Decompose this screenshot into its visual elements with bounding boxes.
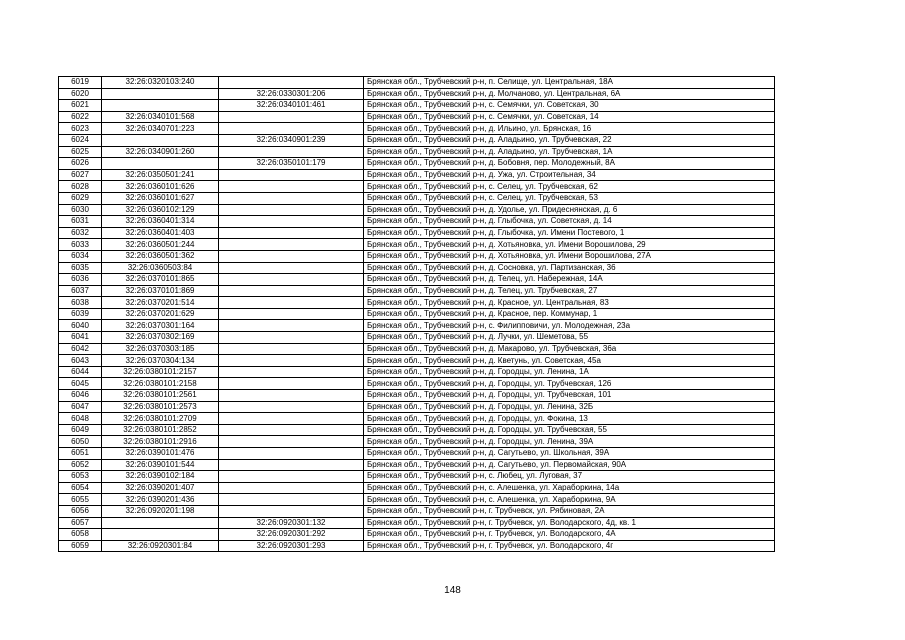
cadastral-number-alt-cell [219, 274, 364, 286]
cadastral-number-cell: 32:26:0380101:2916 [102, 436, 219, 448]
cadastral-number-cell: 32:26:0360501:244 [102, 239, 219, 251]
cadastral-number-alt-cell [219, 471, 364, 483]
cadastral-number-alt-cell [219, 366, 364, 378]
table-row [59, 77, 775, 89]
cadastral-number-alt-cell [219, 343, 364, 355]
row-number-cell: 6056 [59, 505, 102, 517]
table-row [59, 459, 775, 471]
cadastral-number-alt-cell [219, 505, 364, 517]
table-row [59, 204, 775, 216]
table-row [59, 390, 775, 402]
table-row [59, 320, 775, 332]
cadastral-number-cell: 32:26:0370101:865 [102, 274, 219, 286]
table-row [59, 192, 775, 204]
row-number-cell: 6053 [59, 471, 102, 483]
table-row [59, 262, 775, 274]
table-row [59, 436, 775, 448]
cadastral-number-alt-cell [219, 146, 364, 158]
row-number-cell: 6052 [59, 459, 102, 471]
table-row [59, 494, 775, 506]
cadastral-number-alt-cell [219, 308, 364, 320]
row-number-cell: 6054 [59, 482, 102, 494]
address-cell: Брянская обл., Трубчевский р-н, д. Городцы, ул. Трубчевская, 101 [364, 390, 775, 402]
cadastral-number-cell: 32:26:0370302:169 [102, 332, 219, 344]
cadastral-number-cell: 32:26:0370201:514 [102, 297, 219, 309]
cadastral-number-alt-cell: 32:26:0920301:292 [219, 529, 364, 541]
cadastral-number-cell: 32:26:0370201:629 [102, 308, 219, 320]
cadastral-number-alt-cell [219, 111, 364, 123]
row-number-cell: 6026 [59, 158, 102, 170]
address-cell: Брянская обл., Трубчевский р-н, д. Городцы, ул. Трубчевская, 55 [364, 424, 775, 436]
row-number-cell: 6045 [59, 378, 102, 390]
cadastral-number-cell: 32:26:0390101:544 [102, 459, 219, 471]
page-number: 148 [444, 585, 461, 596]
registry-table-body [59, 77, 775, 552]
table-row [59, 471, 775, 483]
cadastral-number-cell: 32:26:0380101:2852 [102, 424, 219, 436]
cadastral-number-cell: 32:26:0390201:436 [102, 494, 219, 506]
cadastral-number-alt-cell [219, 390, 364, 402]
cadastral-number-cell: 32:26:0920301:84 [102, 540, 219, 552]
address-cell: Брянская обл., Трубчевский р-н, г. Трубчевск, ул. Рябиновая, 2А [364, 505, 775, 517]
cadastral-number-alt-cell [219, 227, 364, 239]
address-cell: Брянская обл., Трубчевский р-н, д. Хотьяновка, ул. Имени Ворошилова, 29 [364, 239, 775, 251]
cadastral-number-cell: 32:26:0340901:260 [102, 146, 219, 158]
address-cell: Брянская обл., Трубчевский р-н, д. Макарово, ул. Трубчевская, 36а [364, 343, 775, 355]
cadastral-number-cell [102, 88, 219, 100]
cadastral-number-alt-cell [219, 424, 364, 436]
address-cell: Брянская обл., Трубчевский р-н, д. Удолье, ул. Придеснянская, д. 6 [364, 204, 775, 216]
cadastral-number-alt-cell [219, 378, 364, 390]
table-row [59, 285, 775, 297]
address-cell: Брянская обл., Трубчевский р-н, д. Городцы, ул. Трубчевская, 126 [364, 378, 775, 390]
row-number-cell: 6044 [59, 366, 102, 378]
cadastral-number-cell: 32:26:0390102:184 [102, 471, 219, 483]
cadastral-number-cell: 32:26:0370301:164 [102, 320, 219, 332]
table-row [59, 540, 775, 552]
cadastral-number-alt-cell [219, 413, 364, 425]
cadastral-number-alt-cell: 32:26:0920301:293 [219, 540, 364, 552]
address-cell: Брянская обл., Трубчевский р-н, с. Филипповичи, ул. Молодежная, 23а [364, 320, 775, 332]
row-number-cell: 6043 [59, 355, 102, 367]
table-row [59, 343, 775, 355]
row-number-cell: 6059 [59, 540, 102, 552]
cadastral-number-alt-cell [219, 459, 364, 471]
cadastral-number-alt-cell: 32:26:0330301:206 [219, 88, 364, 100]
cadastral-number-alt-cell [219, 192, 364, 204]
cadastral-number-alt-cell: 32:26:0340901:239 [219, 134, 364, 146]
row-number-cell: 6027 [59, 169, 102, 181]
address-cell: Брянская обл., Трубчевский р-н, д. Глыбочка, ул. Советская, д. 14 [364, 216, 775, 228]
cadastral-number-cell: 32:26:0370101:869 [102, 285, 219, 297]
address-cell: Брянская обл., Трубчевский р-н, д. Кветунь, ул. Советская, 45а [364, 355, 775, 367]
cadastral-number-cell: 32:26:0390201:407 [102, 482, 219, 494]
cadastral-number-cell: 32:26:0360102:129 [102, 204, 219, 216]
row-number-cell: 6020 [59, 88, 102, 100]
row-number-cell: 6021 [59, 100, 102, 112]
address-cell: Брянская обл., Трубчевский р-н, г. Трубчевск, ул. Володарского, 4д, кв. 1 [364, 517, 775, 529]
address-cell: Брянская обл., Трубчевский р-н, с. Селец, ул. Трубчевская, 53 [364, 192, 775, 204]
table-row [59, 181, 775, 193]
table-row [59, 146, 775, 158]
cadastral-number-alt-cell [219, 436, 364, 448]
cadastral-number-alt-cell [219, 77, 364, 89]
address-cell: Брянская обл., Трубчевский р-н, д. Молчаново, ул. Центральная, 6А [364, 88, 775, 100]
row-number-cell: 6048 [59, 413, 102, 425]
row-number-cell: 6039 [59, 308, 102, 320]
address-cell: Брянская обл., Трубчевский р-н, д. Телец, ул. Трубчевская, 27 [364, 285, 775, 297]
address-cell: Брянская обл., Трубчевский р-н, д. Бобовня, пер. Молодежный, 8А [364, 158, 775, 170]
row-number-cell: 6023 [59, 123, 102, 135]
cadastral-number-cell: 32:26:0340101:568 [102, 111, 219, 123]
row-number-cell: 6025 [59, 146, 102, 158]
row-number-cell: 6057 [59, 517, 102, 529]
address-cell: Брянская обл., Трубчевский р-н, д. Сагутьево, ул. Школьная, 39А [364, 448, 775, 460]
row-number-cell: 6030 [59, 204, 102, 216]
address-cell: Брянская обл., Трубчевский р-н, с. Семячки, ул. Советская, 30 [364, 100, 775, 112]
cadastral-number-alt-cell [219, 285, 364, 297]
cadastral-number-cell: 32:26:0380101:2158 [102, 378, 219, 390]
cadastral-number-alt-cell [219, 297, 364, 309]
row-number-cell: 6051 [59, 448, 102, 460]
table-row [59, 505, 775, 517]
row-number-cell: 6028 [59, 181, 102, 193]
table-row [59, 332, 775, 344]
cadastral-number-cell: 32:26:0360501:362 [102, 250, 219, 262]
cadastral-number-cell: 32:26:0320103:240 [102, 77, 219, 89]
address-cell: Брянская обл., Трубчевский р-н, д. Красное, ул. Центральная, 83 [364, 297, 775, 309]
cadastral-number-alt-cell [219, 262, 364, 274]
cadastral-number-alt-cell [219, 320, 364, 332]
table-row [59, 158, 775, 170]
address-cell: Брянская обл., Трубчевский р-н, д. Городцы, ул. Фокина, 13 [364, 413, 775, 425]
row-number-cell: 6036 [59, 274, 102, 286]
registry-table [58, 76, 775, 552]
row-number-cell: 6047 [59, 401, 102, 413]
cadastral-number-alt-cell [219, 181, 364, 193]
table-row [59, 517, 775, 529]
address-cell: Брянская обл., Трубчевский р-н, с. Любец, ул. Луговая, 37 [364, 471, 775, 483]
cadastral-number-alt-cell [219, 216, 364, 228]
table-row [59, 111, 775, 123]
cadastral-number-alt-cell [219, 123, 364, 135]
row-number-cell: 6046 [59, 390, 102, 402]
table-row [59, 100, 775, 112]
cadastral-number-cell [102, 100, 219, 112]
table-row [59, 216, 775, 228]
cadastral-number-cell: 32:26:0370304:134 [102, 355, 219, 367]
table-row [59, 378, 775, 390]
row-number-cell: 6034 [59, 250, 102, 262]
cadastral-number-cell: 32:26:0920201:198 [102, 505, 219, 517]
table-row [59, 123, 775, 135]
row-number-cell: 6038 [59, 297, 102, 309]
table-row [59, 413, 775, 425]
address-cell: Брянская обл., Трубчевский р-н, д. Городцы, ул. Ленина, 32Б [364, 401, 775, 413]
row-number-cell: 6058 [59, 529, 102, 541]
table-row [59, 134, 775, 146]
table-row [59, 227, 775, 239]
row-number-cell: 6040 [59, 320, 102, 332]
cadastral-number-alt-cell [219, 401, 364, 413]
address-cell: Брянская обл., Трубчевский р-н, д. Аладьино, ул. Трубчевская, 1А [364, 146, 775, 158]
table-row [59, 529, 775, 541]
cadastral-number-alt-cell [219, 332, 364, 344]
address-cell: Брянская обл., Трубчевский р-н, д. Глыбочка, ул. Имени Постевого, 1 [364, 227, 775, 239]
cadastral-number-cell [102, 517, 219, 529]
row-number-cell: 6019 [59, 77, 102, 89]
row-number-cell: 6041 [59, 332, 102, 344]
cadastral-number-cell: 32:26:0350501:241 [102, 169, 219, 181]
address-cell: Брянская обл., Трубчевский р-н, д. Красное, пер. Коммунар, 1 [364, 308, 775, 320]
address-cell: Брянская обл., Трубчевский р-н, д. Сосновка, ул. Партизанская, 36 [364, 262, 775, 274]
row-number-cell: 6024 [59, 134, 102, 146]
cadastral-number-cell [102, 529, 219, 541]
cadastral-number-cell [102, 158, 219, 170]
address-cell: Брянская обл., Трубчевский р-н, г. Трубчевск, ул. Володарского, 4г [364, 540, 775, 552]
cadastral-number-alt-cell: 32:26:0340101:461 [219, 100, 364, 112]
cadastral-number-cell: 32:26:0380101:2573 [102, 401, 219, 413]
cadastral-number-alt-cell [219, 448, 364, 460]
row-number-cell: 6022 [59, 111, 102, 123]
row-number-cell: 6032 [59, 227, 102, 239]
cadastral-number-cell: 32:26:0360401:403 [102, 227, 219, 239]
cadastral-number-alt-cell [219, 239, 364, 251]
cadastral-number-alt-cell [219, 250, 364, 262]
cadastral-number-cell [102, 134, 219, 146]
cadastral-number-alt-cell: 32:26:0350101:179 [219, 158, 364, 170]
cadastral-number-cell: 32:26:0360101:627 [102, 192, 219, 204]
row-number-cell: 6033 [59, 239, 102, 251]
table-row [59, 250, 775, 262]
address-cell: Брянская обл., Трубчевский р-н, с. Алешенка, ул. Хараборкина, 9А [364, 494, 775, 506]
cadastral-number-cell: 32:26:0340701:223 [102, 123, 219, 135]
table-row [59, 401, 775, 413]
cadastral-number-cell: 32:26:0360401:314 [102, 216, 219, 228]
address-cell: Брянская обл., Трубчевский р-н, д. Городцы, ул. Ленина, 39А [364, 436, 775, 448]
address-cell: Брянская обл., Трубчевский р-н, п. Селище, ул. Центральная, 18А [364, 77, 775, 89]
cadastral-number-cell: 32:26:0380101:2157 [102, 366, 219, 378]
row-number-cell: 6037 [59, 285, 102, 297]
cadastral-number-alt-cell [219, 204, 364, 216]
table-row [59, 482, 775, 494]
row-number-cell: 6042 [59, 343, 102, 355]
row-number-cell: 6029 [59, 192, 102, 204]
address-cell: Брянская обл., Трубчевский р-н, д. Аладьино, ул. Трубчевская, 22 [364, 134, 775, 146]
cadastral-number-cell: 32:26:0390101:476 [102, 448, 219, 460]
table-row [59, 366, 775, 378]
address-cell: Брянская обл., Трубчевский р-н, с. Селец, ул. Трубчевская, 62 [364, 181, 775, 193]
address-cell: Брянская обл., Трубчевский р-н, д. Ужа, ул. Строительная, 34 [364, 169, 775, 181]
table-row [59, 308, 775, 320]
address-cell: Брянская обл., Трубчевский р-н, д. Сагутьево, ул. Первомайская, 90А [364, 459, 775, 471]
address-cell: Брянская обл., Трубчевский р-н, д. Хотьяновка, ул. Имени Ворошилова, 27А [364, 250, 775, 262]
cadastral-number-alt-cell [219, 169, 364, 181]
address-cell: Брянская обл., Трубчевский р-н, д. Городцы, ул. Ленина, 1А [364, 366, 775, 378]
row-number-cell: 6055 [59, 494, 102, 506]
table-row [59, 297, 775, 309]
cadastral-number-cell: 32:26:0360503:84 [102, 262, 219, 274]
table-row [59, 355, 775, 367]
cadastral-number-cell: 32:26:0360101:626 [102, 181, 219, 193]
cadastral-number-cell: 32:26:0370303:185 [102, 343, 219, 355]
address-cell: Брянская обл., Трубчевский р-н, д. Лучки, ул. Шеметова, 55 [364, 332, 775, 344]
address-cell: Брянская обл., Трубчевский р-н, д. Ильино, ул. Брянская, 16 [364, 123, 775, 135]
cadastral-number-alt-cell: 32:26:0920301:132 [219, 517, 364, 529]
table-row [59, 239, 775, 251]
table-row [59, 169, 775, 181]
table-row [59, 424, 775, 436]
cadastral-number-cell: 32:26:0380101:2709 [102, 413, 219, 425]
cadastral-number-alt-cell [219, 355, 364, 367]
address-cell: Брянская обл., Трубчевский р-н, с. Алешенка, ул. Хараборкина, 14а [364, 482, 775, 494]
cadastral-number-alt-cell [219, 494, 364, 506]
address-cell: Брянская обл., Трубчевский р-н, г. Трубчевск, ул. Володарского, 4А [364, 529, 775, 541]
table-row [59, 88, 775, 100]
row-number-cell: 6050 [59, 436, 102, 448]
row-number-cell: 6031 [59, 216, 102, 228]
address-cell: Брянская обл., Трубчевский р-н, с. Семячки, ул. Советская, 14 [364, 111, 775, 123]
table-row [59, 448, 775, 460]
row-number-cell: 6035 [59, 262, 102, 274]
cadastral-number-alt-cell [219, 482, 364, 494]
cadastral-number-cell: 32:26:0380101:2561 [102, 390, 219, 402]
address-cell: Брянская обл., Трубчевский р-н, д. Телец, ул. Набережная, 14А [364, 274, 775, 286]
table-row [59, 274, 775, 286]
row-number-cell: 6049 [59, 424, 102, 436]
